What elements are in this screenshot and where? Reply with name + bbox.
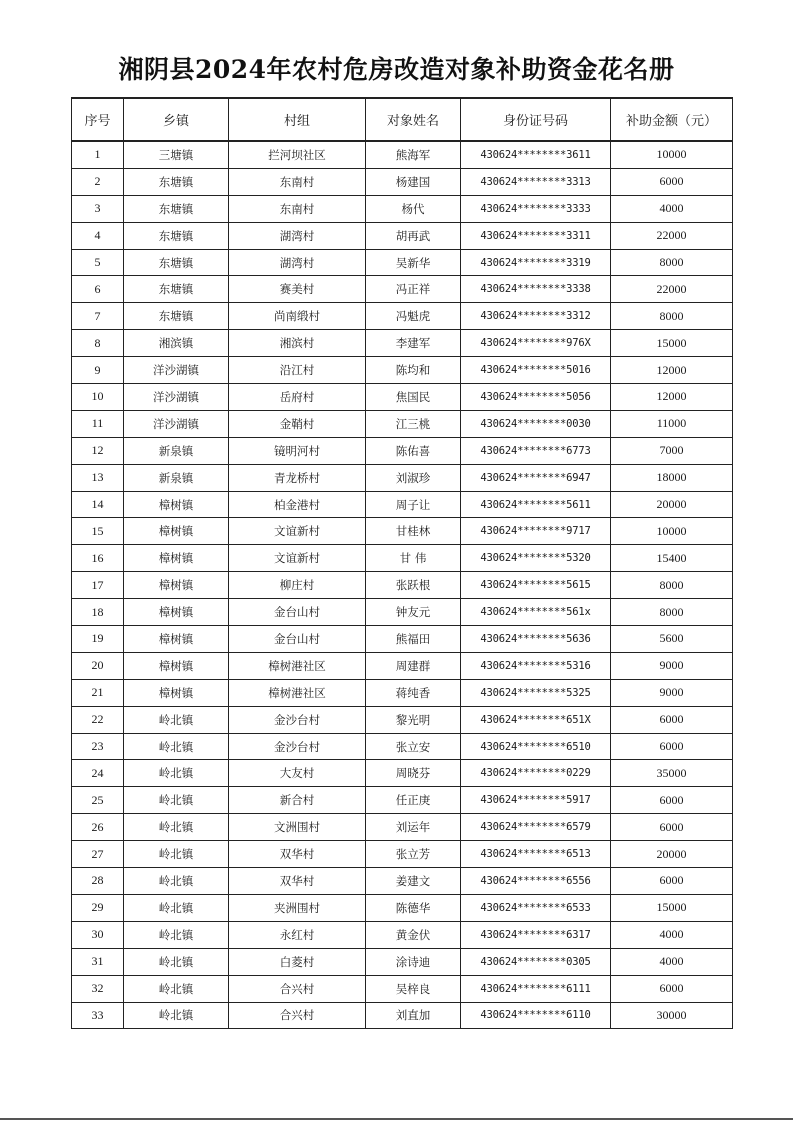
table-row	[72, 1002, 733, 1029]
cell-village: 金台山村	[229, 626, 366, 653]
cell-name: 周晓芬	[366, 760, 461, 787]
cell-seq: 11	[72, 410, 124, 437]
cell-town: 岭北镇	[124, 1002, 229, 1029]
cell-amount: 4000	[611, 948, 733, 975]
cell-village: 镜明河村	[229, 437, 366, 464]
cell-id-number: 430624********5320	[461, 545, 611, 572]
cell-amount: 8000	[611, 303, 733, 330]
cell-village: 文谊新村	[229, 518, 366, 545]
cell-seq: 12	[72, 437, 124, 464]
cell-town: 岭北镇	[124, 814, 229, 841]
cell-town: 岭北镇	[124, 921, 229, 948]
cell-amount: 6000	[611, 814, 733, 841]
cell-id-number: 430624********976X	[461, 330, 611, 357]
cell-id-number: 430624********0030	[461, 410, 611, 437]
table-row	[72, 652, 733, 679]
cell-seq: 17	[72, 572, 124, 599]
cell-seq: 26	[72, 814, 124, 841]
table-row	[72, 841, 733, 868]
cell-seq: 3	[72, 195, 124, 222]
cell-name: 周子让	[366, 491, 461, 518]
table-row	[72, 437, 733, 464]
cell-village: 金沙台村	[229, 706, 366, 733]
cell-town: 岭北镇	[124, 706, 229, 733]
cell-village: 文洲围村	[229, 814, 366, 841]
cell-name: 陈德华	[366, 894, 461, 921]
table-row	[72, 545, 733, 572]
cell-amount: 15400	[611, 545, 733, 572]
table-row	[72, 975, 733, 1002]
cell-town: 樟树镇	[124, 491, 229, 518]
cell-name: 钟友元	[366, 599, 461, 626]
cell-town: 东塘镇	[124, 168, 229, 195]
cell-id-number: 430624********6947	[461, 464, 611, 491]
cell-town: 樟树镇	[124, 652, 229, 679]
cell-name: 黄金伏	[366, 921, 461, 948]
cell-seq: 13	[72, 464, 124, 491]
cell-town: 岭北镇	[124, 894, 229, 921]
cell-amount: 20000	[611, 841, 733, 868]
table-row	[72, 195, 733, 222]
cell-id-number: 430624********6111	[461, 975, 611, 1002]
table-row	[72, 410, 733, 437]
cell-id-number: 430624********3333	[461, 195, 611, 222]
cell-village: 尚南缎村	[229, 303, 366, 330]
table-row	[72, 464, 733, 491]
cell-seq: 32	[72, 975, 124, 1002]
cell-village: 东南村	[229, 195, 366, 222]
cell-amount: 20000	[611, 491, 733, 518]
cell-town: 东塘镇	[124, 222, 229, 249]
header-town: 乡镇	[124, 98, 229, 141]
header-village: 村组	[229, 98, 366, 141]
cell-id-number: 430624********3611	[461, 141, 611, 168]
table-row	[72, 384, 733, 411]
cell-id-number: 430624********6533	[461, 894, 611, 921]
cell-name: 杨建国	[366, 168, 461, 195]
cell-amount: 9000	[611, 652, 733, 679]
table-row	[72, 357, 733, 384]
cell-town: 岭北镇	[124, 841, 229, 868]
cell-seq: 4	[72, 222, 124, 249]
cell-amount: 8000	[611, 572, 733, 599]
cell-village: 双华村	[229, 868, 366, 895]
cell-id-number: 430624********3338	[461, 276, 611, 303]
header-seq: 序号	[72, 98, 124, 141]
cell-village: 文谊新村	[229, 545, 366, 572]
cell-village: 金台山村	[229, 599, 366, 626]
table-header-row	[72, 98, 733, 141]
cell-name: 张立芳	[366, 841, 461, 868]
cell-id-number: 430624********6513	[461, 841, 611, 868]
cell-village: 樟树港社区	[229, 679, 366, 706]
cell-village: 金鞘村	[229, 410, 366, 437]
cell-amount: 10000	[611, 141, 733, 168]
cell-town: 樟树镇	[124, 545, 229, 572]
cell-name: 江三桃	[366, 410, 461, 437]
cell-name: 李建军	[366, 330, 461, 357]
cell-town: 岭北镇	[124, 787, 229, 814]
cell-id-number: 430624********3312	[461, 303, 611, 330]
cell-village: 湘滨村	[229, 330, 366, 357]
cell-amount: 12000	[611, 357, 733, 384]
cell-name: 张立安	[366, 733, 461, 760]
page-title: 湘阴县2024年农村危房改造对象补助资金花名册	[118, 55, 675, 84]
cell-village: 白菱村	[229, 948, 366, 975]
cell-amount: 11000	[611, 410, 733, 437]
cell-village: 金沙台村	[229, 733, 366, 760]
cell-town: 新泉镇	[124, 437, 229, 464]
cell-village: 合兴村	[229, 1002, 366, 1029]
cell-amount: 22000	[611, 222, 733, 249]
cell-id-number: 430624********6773	[461, 437, 611, 464]
table-row	[72, 276, 733, 303]
cell-town: 洋沙湖镇	[124, 384, 229, 411]
cell-name: 陈均和	[366, 357, 461, 384]
cell-town: 洋沙湖镇	[124, 357, 229, 384]
table-row	[72, 679, 733, 706]
cell-id-number: 430624********5917	[461, 787, 611, 814]
header-name: 对象姓名	[366, 98, 461, 141]
cell-amount: 15000	[611, 330, 733, 357]
cell-seq: 1	[72, 141, 124, 168]
cell-id-number: 430624********6110	[461, 1002, 611, 1029]
table-row	[72, 948, 733, 975]
cell-village: 东南村	[229, 168, 366, 195]
cell-id-number: 430624********5615	[461, 572, 611, 599]
cell-town: 樟树镇	[124, 599, 229, 626]
cell-village: 新合村	[229, 787, 366, 814]
cell-amount: 10000	[611, 518, 733, 545]
table-row	[72, 921, 733, 948]
cell-amount: 4000	[611, 195, 733, 222]
cell-seq: 19	[72, 626, 124, 653]
cell-town: 湘滨镇	[124, 330, 229, 357]
table-body	[72, 141, 733, 1029]
cell-seq: 20	[72, 652, 124, 679]
cell-seq: 30	[72, 921, 124, 948]
cell-seq: 9	[72, 357, 124, 384]
cell-name: 吴梓良	[366, 975, 461, 1002]
cell-town: 新泉镇	[124, 464, 229, 491]
table-row	[72, 330, 733, 357]
cell-id-number: 430624********0305	[461, 948, 611, 975]
cell-seq: 21	[72, 679, 124, 706]
cell-village: 拦河坝社区	[229, 141, 366, 168]
cell-village: 湖湾村	[229, 222, 366, 249]
table-row	[72, 303, 733, 330]
table-row	[72, 518, 733, 545]
cell-amount: 6000	[611, 733, 733, 760]
cell-town: 东塘镇	[124, 249, 229, 276]
cell-village: 赛美村	[229, 276, 366, 303]
table-row	[72, 572, 733, 599]
cell-name: 甘 伟	[366, 545, 461, 572]
cell-name: 吴新华	[366, 249, 461, 276]
cell-name: 涂诗迪	[366, 948, 461, 975]
cell-id-number: 430624********5316	[461, 652, 611, 679]
cell-village: 湖湾村	[229, 249, 366, 276]
cell-seq: 31	[72, 948, 124, 975]
cell-town: 三塘镇	[124, 141, 229, 168]
cell-amount: 7000	[611, 437, 733, 464]
cell-town: 樟树镇	[124, 518, 229, 545]
table-row	[72, 787, 733, 814]
cell-amount: 8000	[611, 599, 733, 626]
cell-id-number: 430624********9717	[461, 518, 611, 545]
cell-village: 岳府村	[229, 384, 366, 411]
cell-seq: 33	[72, 1002, 124, 1029]
cell-town: 东塘镇	[124, 303, 229, 330]
cell-town: 岭北镇	[124, 760, 229, 787]
cell-id-number: 430624********5016	[461, 357, 611, 384]
cell-id-number: 430624********3319	[461, 249, 611, 276]
cell-name: 黎光明	[366, 706, 461, 733]
cell-town: 岭北镇	[124, 868, 229, 895]
cell-amount: 8000	[611, 249, 733, 276]
cell-id-number: 430624********3311	[461, 222, 611, 249]
table-row	[72, 141, 733, 168]
cell-amount: 30000	[611, 1002, 733, 1029]
cell-town: 樟树镇	[124, 626, 229, 653]
cell-id-number: 430624********5325	[461, 679, 611, 706]
cell-amount: 6000	[611, 868, 733, 895]
cell-amount: 4000	[611, 921, 733, 948]
cell-name: 冯魁虎	[366, 303, 461, 330]
cell-town: 岭北镇	[124, 975, 229, 1002]
cell-name: 焦国民	[366, 384, 461, 411]
cell-seq: 24	[72, 760, 124, 787]
cell-amount: 35000	[611, 760, 733, 787]
cell-amount: 9000	[611, 679, 733, 706]
cell-seq: 2	[72, 168, 124, 195]
header-id-number: 身份证号码	[461, 98, 611, 141]
cell-seq: 5	[72, 249, 124, 276]
cell-seq: 6	[72, 276, 124, 303]
table-row	[72, 222, 733, 249]
table-row	[72, 814, 733, 841]
cell-village: 大友村	[229, 760, 366, 787]
cell-village: 青龙桥村	[229, 464, 366, 491]
table-row	[72, 868, 733, 895]
cell-name: 周建群	[366, 652, 461, 679]
table-row	[72, 626, 733, 653]
cell-amount: 6000	[611, 787, 733, 814]
table-row	[72, 706, 733, 733]
cell-town: 岭北镇	[124, 948, 229, 975]
cell-id-number: 430624********561x	[461, 599, 611, 626]
cell-amount: 6000	[611, 706, 733, 733]
cell-town: 东塘镇	[124, 195, 229, 222]
cell-seq: 15	[72, 518, 124, 545]
cell-seq: 29	[72, 894, 124, 921]
cell-name: 任正庚	[366, 787, 461, 814]
cell-seq: 28	[72, 868, 124, 895]
cell-id-number: 430624********651X	[461, 706, 611, 733]
cell-name: 陈佑喜	[366, 437, 461, 464]
cell-town: 樟树镇	[124, 572, 229, 599]
cell-name: 甘桂林	[366, 518, 461, 545]
cell-id-number: 430624********0229	[461, 760, 611, 787]
page-bottom-rule	[0, 1118, 793, 1120]
table-row	[72, 733, 733, 760]
header-amount: 补助金额（元）	[611, 98, 733, 141]
cell-name: 熊海军	[366, 141, 461, 168]
cell-id-number: 430624********6556	[461, 868, 611, 895]
cell-seq: 7	[72, 303, 124, 330]
cell-seq: 23	[72, 733, 124, 760]
cell-amount: 12000	[611, 384, 733, 411]
cell-seq: 14	[72, 491, 124, 518]
cell-name: 姜建文	[366, 868, 461, 895]
cell-name: 蒋纯香	[366, 679, 461, 706]
cell-id-number: 430624********6317	[461, 921, 611, 948]
cell-id-number: 430624********5056	[461, 384, 611, 411]
cell-id-number: 430624********5611	[461, 491, 611, 518]
cell-town: 樟树镇	[124, 679, 229, 706]
cell-village: 合兴村	[229, 975, 366, 1002]
cell-village: 夹洲围村	[229, 894, 366, 921]
table-row	[72, 894, 733, 921]
cell-seq: 27	[72, 841, 124, 868]
table-row	[72, 599, 733, 626]
cell-name: 刘淑珍	[366, 464, 461, 491]
table-row	[72, 760, 733, 787]
cell-amount: 6000	[611, 975, 733, 1002]
cell-id-number: 430624********5636	[461, 626, 611, 653]
cell-village: 沿江村	[229, 357, 366, 384]
cell-town: 东塘镇	[124, 276, 229, 303]
cell-name: 杨代	[366, 195, 461, 222]
cell-village: 柏金港村	[229, 491, 366, 518]
cell-id-number: 430624********6510	[461, 733, 611, 760]
cell-amount: 22000	[611, 276, 733, 303]
cell-seq: 16	[72, 545, 124, 572]
cell-amount: 15000	[611, 894, 733, 921]
cell-village: 樟树港社区	[229, 652, 366, 679]
cell-name: 胡再武	[366, 222, 461, 249]
cell-name: 熊福田	[366, 626, 461, 653]
cell-amount: 5600	[611, 626, 733, 653]
cell-id-number: 430624********3313	[461, 168, 611, 195]
cell-id-number: 430624********6579	[461, 814, 611, 841]
cell-amount: 18000	[611, 464, 733, 491]
cell-village: 双华村	[229, 841, 366, 868]
cell-name: 张跃根	[366, 572, 461, 599]
table-row	[72, 168, 733, 195]
cell-name: 刘直加	[366, 1002, 461, 1029]
cell-name: 冯正祥	[366, 276, 461, 303]
cell-town: 洋沙湖镇	[124, 410, 229, 437]
cell-seq: 10	[72, 384, 124, 411]
table-row	[72, 249, 733, 276]
cell-seq: 25	[72, 787, 124, 814]
cell-village: 永红村	[229, 921, 366, 948]
cell-name: 刘运年	[366, 814, 461, 841]
cell-amount: 6000	[611, 168, 733, 195]
subsidy-roster-table	[71, 97, 733, 1029]
table-row	[72, 491, 733, 518]
cell-seq: 22	[72, 706, 124, 733]
cell-seq: 18	[72, 599, 124, 626]
cell-seq: 8	[72, 330, 124, 357]
cell-town: 岭北镇	[124, 733, 229, 760]
cell-village: 柳庄村	[229, 572, 366, 599]
